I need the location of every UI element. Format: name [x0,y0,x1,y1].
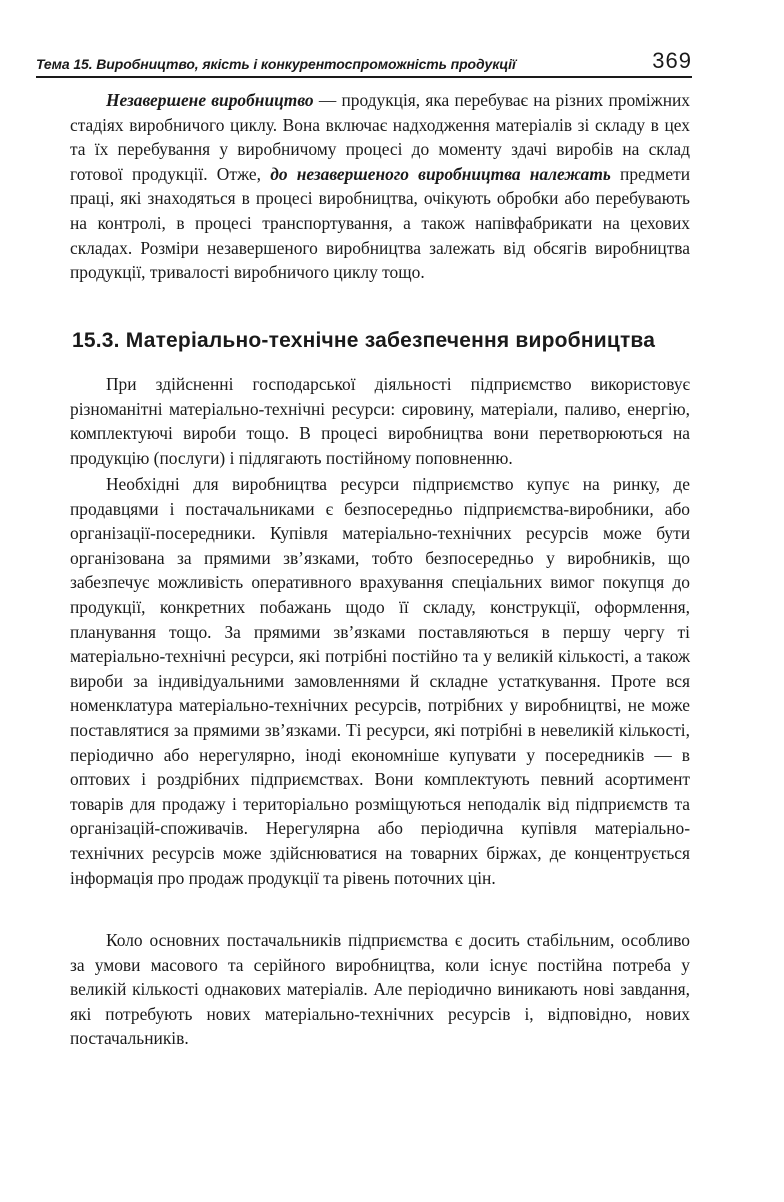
paragraph-purchasing: Необхідні для виробництва ресурси підприємство купує на ринку, де продавцями і постачальниками є безпосередньо підприємства-виробники, або організації-посередники. Купівля матеріально-технічних ресурсів може бути організована за прямими зв’язками, тобто безпосередньо у виробників, що забезпечує можливість оперативного врахування спеціальних вимог покупця до продукції, конкретних побажань щодо її складу, конструкції, оформлення, планування тощо. За прямими зв’язками поставляються в першу чергу ті матеріально-технічні ресурси, які потрібні постійно та у великій кількості, а також вироби за індивідуальними замовленнями й складне устаткування. Проте вся номенклатура матеріально-технічних ресурсів, потрібних у виробництві, не може поставлятися за прямими зв’язками. Ті ресурси, які потрібні в невеликій кількості, періодично або нерегулярно, іноді економніше купувати у посередників — в оптових і роздрібних підприємствах. Вони комплектують певний асортимент товарів для продажу і територіально розміщуються неподалік від підприємств та організацій-споживачів. Нерегулярна або періодична купівля матеріально-технічних ресурсів може здійснюватися на товарних біржах, де концентрується інформація про продаж продукції та рівень поточних цін. [70,474,690,888]
header-topic: Тема 15. Виробництво, якість і конкурентоспроможність продукції [36,56,516,72]
paragraph-suppliers: Коло основних постачальників підприємства є досить стабільним, особливо за умови масового та серійного виробництва, коли існує постійна потреба у великій кількості однакових матеріалів. Але періодично виникають нові завдання, які потребують нових матеріально-технічних ресурсів і, відповідно, нових постачальників. [70,930,690,1049]
term-unfinished-production: Незавершене виробництво [106,90,314,110]
section-heading: 15.3. Матеріально-технічне забезпечення виробництва [72,329,656,352]
paragraph-resources: При здійсненні господарської діяльності підприємство використовує різноманітні матеріально-технічні ресурси: сировину, матеріали, паливо, енергію, комплектуючі вироби тощо. В процесі виробництва вони перетворюються на продукцію (послуги) і підлягають постійному поповненню. [70,374,690,468]
running-header [36,48,692,78]
emphasis-belongs-to: до незавершеного виробництва належать [270,163,611,184]
paragraph1-text-b: предмети праці, які знаходяться в процесі виробництва, очікують обробки або перебувають на контролі, в процесі транспортування, а також напівфабрикати на цехових складах. Розміри незавершеного виробництва залежать від обсягів виробництва продукції, тривалості виробничого циклу тощо. [70,163,690,283]
paragraph-unfinished-production [70,88,690,285]
paragraph1-text-a: — продукція, яка перебуває на різних проміжних стадіях виробничого циклу. Вона включає надходження матеріалів зі складу в цех та їх перебування у виробничому процесі до моменту здачі виробів на склад готової продукції. Отже, [70,90,690,184]
page-number: 369 [652,48,692,73]
